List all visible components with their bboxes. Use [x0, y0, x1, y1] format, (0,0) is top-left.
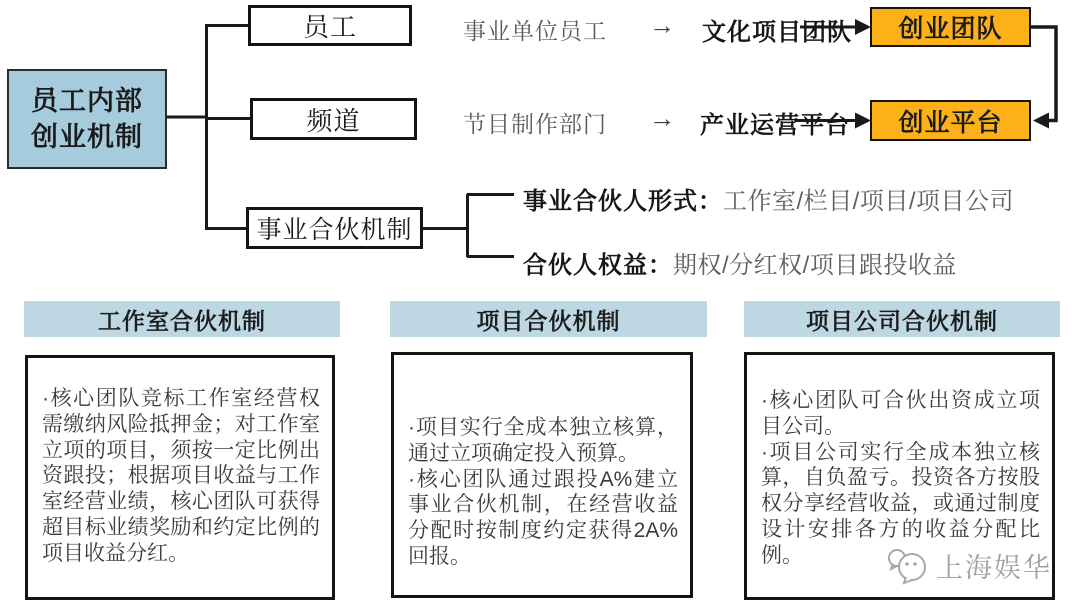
section-company-bullet: ·项目公司实行全成本独立核算，自负盈亏。投资各方按股权分享经营收益，或通过制度设计安排各方的收益分配比例。: [761, 440, 1040, 567]
branch-partner-rights-label: 合伙人权益：: [523, 252, 673, 279]
node-partnership: [246, 207, 423, 249]
section-studio-title: 工作室合伙机制: [98, 307, 266, 334]
section-company-header: [744, 301, 1060, 337]
feedback-arrowhead: [1033, 113, 1049, 129]
branch-partner-rights-value: 期权/分红权/项目跟投收益: [673, 252, 957, 279]
root-box-line2: 创业机制: [31, 122, 143, 152]
section-company-bullet: ·核心团队可合伙出资成立项目公司。: [761, 389, 1040, 438]
branch-partner-form-label: 事业合伙人形式：: [523, 188, 723, 215]
section-studio-bullet: ·核心团队竞标工作室经营权需缴纳风险抵押金；对工作室立项的项目，须按一定比例出资跟投；根据项目收益与工作室经营业绩，核心团队可获得超目标业绩奖励和约定比例的项目收益分红。: [42, 387, 320, 565]
root-box: [7, 69, 167, 169]
node-channel-label: 频道: [306, 105, 361, 136]
section-project-bullet: ·项目实行全成本独立核算，通过立项确定投入预算。: [408, 416, 678, 465]
watermark-text: 上海娱华: [936, 552, 1052, 583]
startup-team-box: [870, 7, 1031, 47]
chat-bubbles-icon: [884, 545, 930, 585]
partnership-bracket-line: [423, 194, 514, 257]
section-project-title: 项目合伙机制: [476, 307, 621, 334]
flow2-middle-text: 产业运营平台: [700, 112, 850, 139]
section-studio-header: [24, 301, 340, 337]
node-channel: [250, 98, 417, 140]
node-employee-label: 员工: [302, 12, 357, 42]
node-partnership-label: 事业合伙机制: [256, 216, 413, 244]
watermark: [884, 545, 1052, 585]
section-project-bullet: ·核心团队通过跟投A%建立事业合伙机制，在经营收益分配时按制度约定获得2A%回报。: [408, 467, 678, 569]
node-employee: [248, 5, 412, 46]
flow1-arrowhead: [855, 19, 871, 35]
root-box-line1: 员工内部: [31, 86, 143, 116]
flow2-arrowhead: [855, 113, 871, 129]
startup-team-label: 创业团队: [898, 15, 1003, 43]
section-company-title: 项目公司合伙机制: [806, 307, 998, 334]
section-project-header: [390, 301, 707, 337]
startup-platform-label: 创业平台: [898, 108, 1003, 137]
section-studio-body: [25, 355, 335, 600]
flow1-source-text: 事业单位员工: [463, 18, 607, 44]
branch-partner-form-value: 工作室/栏目/项目/项目公司: [723, 188, 1015, 215]
branch-partner-form: [523, 181, 1014, 216]
section-project-body: [391, 352, 693, 598]
flow1-middle-text: 文化项目团队: [702, 19, 852, 46]
flow2-source-text: 节目制作部门: [463, 111, 607, 137]
flow2-arrow-icon: →: [649, 103, 675, 133]
startup-platform-box: [870, 100, 1031, 141]
branch-partner-rights: [523, 245, 957, 280]
team-to-platform-line: [1031, 27, 1056, 121]
flow1-arrow-icon: →: [649, 10, 675, 40]
